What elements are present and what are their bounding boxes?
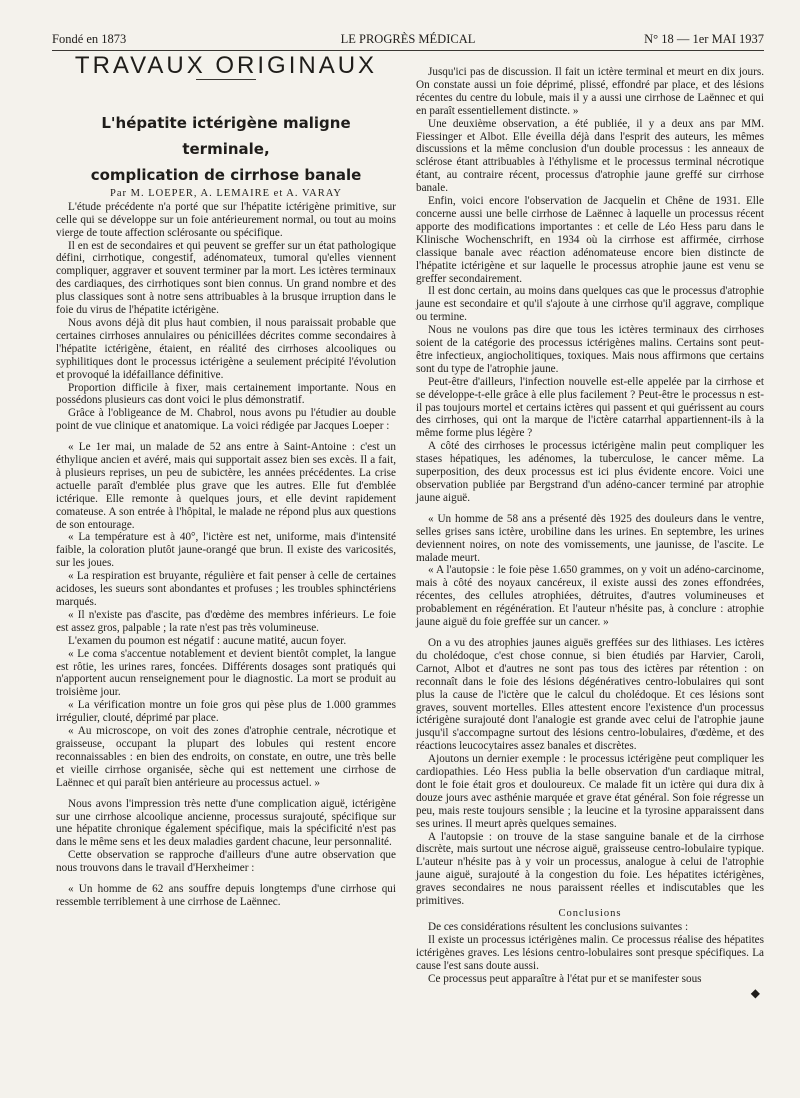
paragraph: « Le 1er mai, un malade de 52 ans entre à Saint-Antoine : c'est un éthylique ancien et avéré, mais qui supportait assez bien ses excès. Il a fait, à plusieurs reprises, un peu de subictère, les années précédentes. La crise actuelle paraît d'emblée plus grave que les autres. Elle fut d'emblée ictérique. Elle remonte à quelques jours, et elle devint rapidement comateuse. A son entrée à l'hôpital, le malade ne répond plus aux questions de son entourage. [56, 441, 396, 531]
header-founded: Fondé en 1873 [52, 32, 127, 46]
paragraph: « Il n'existe pas d'ascite, pas d'œdème des membres inférieurs. Le foie est assez gros, palpable ; la rate n'est pas très volumineuse. [56, 608, 396, 634]
paragraph: Une deuxième observation, a été publiée, il y a deux ans par MM. Fiessinger et Albot. Elle éveilla déjà dans l'esprit des auteurs, les mêmes discussions et la même conclusion d'un double processus : les anneaux de sclérose étant attribuables à l'éthylisme et le processus terminal nécrotique étant, au contraire récent, processus d'atrophie jaune greffé sur cirrhose banale. [416, 117, 764, 195]
section-title: TRAVAUX ORIGINAUX [74, 52, 378, 79]
paragraph: Nous avons l'impression très nette d'une complication aiguë, ictérigène sur une cirrhose alcoolique ancienne, processus surajouté, spécifique sur une hépatite chronique également spécifique, mais la spécificité n'est pas dans le même sens et les deux maladies gardent chacune, leur personnalité. [56, 797, 396, 849]
header-rule [52, 50, 764, 51]
paragraph: Nous ne voulons pas dire que tous les ictères terminaux des cirrhoses soient de la catégorie des processus ictérigènes malins. Certains sont peut-être infectieux, angiocholitiques, toxiques. Mais nous affirmons que certains sont du type de l'atrophie jaune. [416, 324, 764, 375]
paragraph: « A l'autopsie : le foie pèse 1.650 grammes, on y voit un adéno-carcinome, mais à côté des noyaux cancéreux, il existe aussi des zones effondrées, récentes, des cellules atrophiées, détruites, d'autres volumineuses et probablement en régénération. Et l'auteur n'hésite pas, à conclure : atrophie jaune aiguë du foie greffée sur un cancer. » [416, 564, 764, 629]
paragraph: Ajoutons un dernier exemple : le processus ictérigène peut compliquer les cardiopathies. Léo Hess publia la belle observation d'un cardiaque mitral, dont le foie était gros et douloureux. Ce malade fit un ictère qui dura dix à douze jours avec asthénie marquée et grave état général. Son foie régresse un peu, mais reste toujours sensible ; la leucine et la tyrosine apparaissent dans ses urines. Il meurt après quelques semaines. [416, 753, 764, 830]
conclusions-heading: Conclusions [558, 908, 622, 919]
paragraph: Ce processus peut apparaître à l'état pur et se manifester sous [428, 972, 702, 985]
paragraph: « Un homme de 62 ans souffre depuis longtemps d'une cirrhose qui ressemble terriblement à une cirrhose de Laënnec. [56, 883, 396, 908]
paragraph: Jusqu'ici pas de discussion. Il fait un ictère terminal et meurt en dix jours. On constate aussi un foie déprimé, plissé, effondré par place, et des lésions récentes du centre du lobule, mais il y a aussi une cirrhose de Laënnec et qui en paraît essentiellement distincte. » [416, 66, 764, 117]
paragraph: Nous avons déjà dit plus haut combien, il nous paraissait probable que certaines cirrhoses annulaires ou pénicillées décrites comme secondaires à l'hépatite ictérigène, étaient, en réalité des cirrhoses alcooliques ou syphilitiques dont le processus ictérigène a seulement précipité l'évolution et provoqué la idéfaillance définitive. [56, 316, 396, 381]
paragraph: On a vu des atrophies jaunes aiguës greffées sur des lithiases. Les ictères du cholédoque, c'est chose connue, si bien étudiés par Harvier, Caroli, Carnot, Albot et d'autres ne sont pas tous des ictères par rétention : on reconnaît dans le foie des lésions dégénératives centro-lobulaires qui sont plus la cause de l'ictère que le calcul du cholédoque. Et ces lésions sont graves, souvent mortelles. Elles attestent encore l'existence d'un processus ictérigène surajouté dont l'analogie est grande avec celui de l'atrophie jaune jusqu'il s'accompagne surtout des lésions centro-lobulaires, d'œdème, et des réactions leucocytaires assez banales et discrètes. [416, 636, 764, 753]
paragraph: Il en est de secondaires et qui peuvent se greffer sur un état pathologique défini, cirrhotique, congestif, adénomateux, tumoral qu'elles viennent compliquer, aggraver et souvent terminer par la mort. Les ictères terminaux des cardiaques, des cirrhotiques sont bien connus. Un grand nombre et des plus classiques sont à notre sens attribuables à la brusque irruption dans le foie du virus de l'hépatite ictérigène. [56, 239, 396, 317]
paragraph: Il existe un processus ictérigènes malin. Ce processus réalise des hépatites ictérigènes graves. Les lésions centro-lobulaires sont presque spécifiques. La cause l'est sans doute aussi. [416, 933, 764, 972]
article-title [56, 110, 396, 188]
paragraph: Peut-être d'ailleurs, l'infection nouvelle est-elle appelée par la cirrhose et se développe-t-elle grâce à elle plus facilement ? Peut-être le processus n est-il pas toujours mortel et certains ictères qui passent et qui guérissent au cours des cirrhoses, qui ont la marque de l'ictère catarrhal appartiennent-ils à la même forme plus légère ? [416, 375, 764, 440]
paragraph: « Le coma s'accentue notablement et devient bientôt complet, la langue est rôtie, les urines rares, foncées. Différents dosages sont pratiqués qui n'apportent aucun renseignement pour le diagnostic. La mort se produit au troisième jour. [56, 647, 396, 699]
running-header [52, 32, 764, 50]
paragraph: Cette observation se rapproche d'ailleurs d'une autre observation que nous trouvons dans le travail d'Herxheimer : [56, 849, 396, 875]
title-divider [196, 79, 256, 80]
paragraph: L'étude précédente n'a porté que sur l'hépatite ictérigène primitive, sur celle qui se développe sur un foie antérieurement normal, ou tout au moins vierge de toute affection sclérosante ou spécifique. [56, 200, 396, 239]
right-column [416, 66, 764, 1080]
paragraph: « La respiration est bruyante, régulière et fait penser à celle de certaines acidoses, les sueurs sont abondantes et profuses ; les troubles sphinctériens marqués. [56, 570, 396, 608]
byline: Par M. LOEPER, A. LEMAIRE et A. VARAY [110, 187, 342, 199]
paragraph: De ces considérations résultent les conclusions suivantes : [428, 920, 689, 933]
paragraph: « La vérification montre un foie gros qui pèse plus de 1.000 grammes irrégulier, clouté, déprimé par place. [56, 699, 396, 725]
article-title-line2: complication de cirrhose banale [90, 165, 362, 184]
header-journal-name: LE PROGRÈS MÉDICAL [340, 32, 476, 46]
paragraph: A côté des cirrhoses le processus ictérigène malin peut compliquer les stases hépatiques, les adénomes, la tuberculose, le cancer même. La superposition, des deux processus est ici plus évidente encore. Voici une observation publiée par Bergstrand d'un adéno-cancer terminé par atrophie jaune aiguë. [416, 440, 764, 504]
end-mark-icon: ◆ [750, 986, 760, 1000]
paragraph: Il est donc certain, au moins dans quelques cas que le processus d'atrophie jaune est secondaire et qu'il s'ajoute à une cirrhose qu'il aggrave, complique ou termine. [416, 285, 764, 324]
article-title-line1: L'hépatite ictérigène maligne terminale, [101, 113, 351, 158]
paragraph: Enfin, voici encore l'observation de Jacquelin et Chêne de 1931. Elle concerne aussi une belle cirrhose de Laënnec à laquelle un processus récent apporte des modifications importantes : et celle de Léo Hess paru dans le Klinische Wochenschrift, en 1934 où la cirrhose est affirmée, cirrhose classique banale avec réaction adénomateuse encore bien distincte de l'hépatite ictérigène et sur laquelle le processus atrophie jaune est venu se greffer secondairement. [416, 195, 764, 285]
paragraph: Proportion difficile à fixer, mais certainement importante. Nous en possédons plusieurs cas dont voici le plus démonstratif. [56, 381, 396, 407]
paragraph: « Au microscope, on voit des zones d'atrophie centrale, nécrotique et graisseuse, occupant la plupart des lobules qui restent encore reconnaissables : en bien des endroits, on constate, en outre, une très belle et vieille cirrhose organisée, sèche qui est nettement une cirrhose de Laënnec et qui paraît bien antérieure au processus actuel. » [56, 725, 396, 789]
paragraph: « Un homme de 58 ans a présenté dès 1925 des douleurs dans le ventre, selles grises sans ictère, urobiline dans les urines. En septembre, les urines deviennent noires, on note des vomissements, une jaunisse, de l'ascite. Le malade meurt. [416, 512, 764, 564]
paragraph: « La température est à 40°, l'ictère est net, uniforme, mais d'intensité faible, la coloration plutôt jaune-orangé que brun. Il existe des varicosités, sur les joues. [56, 531, 396, 570]
paragraph: Grâce à l'obligeance de M. Chabrol, nous avons pu l'étudier au double point de vue clinique et anatomique. La voici rédigée par Jacques Loeper : [56, 407, 396, 433]
paragraph: L'examen du poumon est négatif : aucune matité, aucun foyer. [68, 634, 347, 647]
paragraph: A l'autopsie : on trouve de la stase sanguine banale et de la cirrhose discrète, mais surtout une nécrose aiguë, graisseuse centro-lobulaire typique. L'auteur n'hésite pas à y voir un processus, analogue à celui de l'atrophie jaune aiguë, surajouté à la congestion du foie. Les hépatites ictérigènes, graves secondaires ne nous paraissent réelles et indiscutables que les primitives. [416, 830, 764, 908]
left-column [56, 52, 396, 1080]
header-issue: N° 18 — 1er MAI 1937 [644, 32, 764, 46]
